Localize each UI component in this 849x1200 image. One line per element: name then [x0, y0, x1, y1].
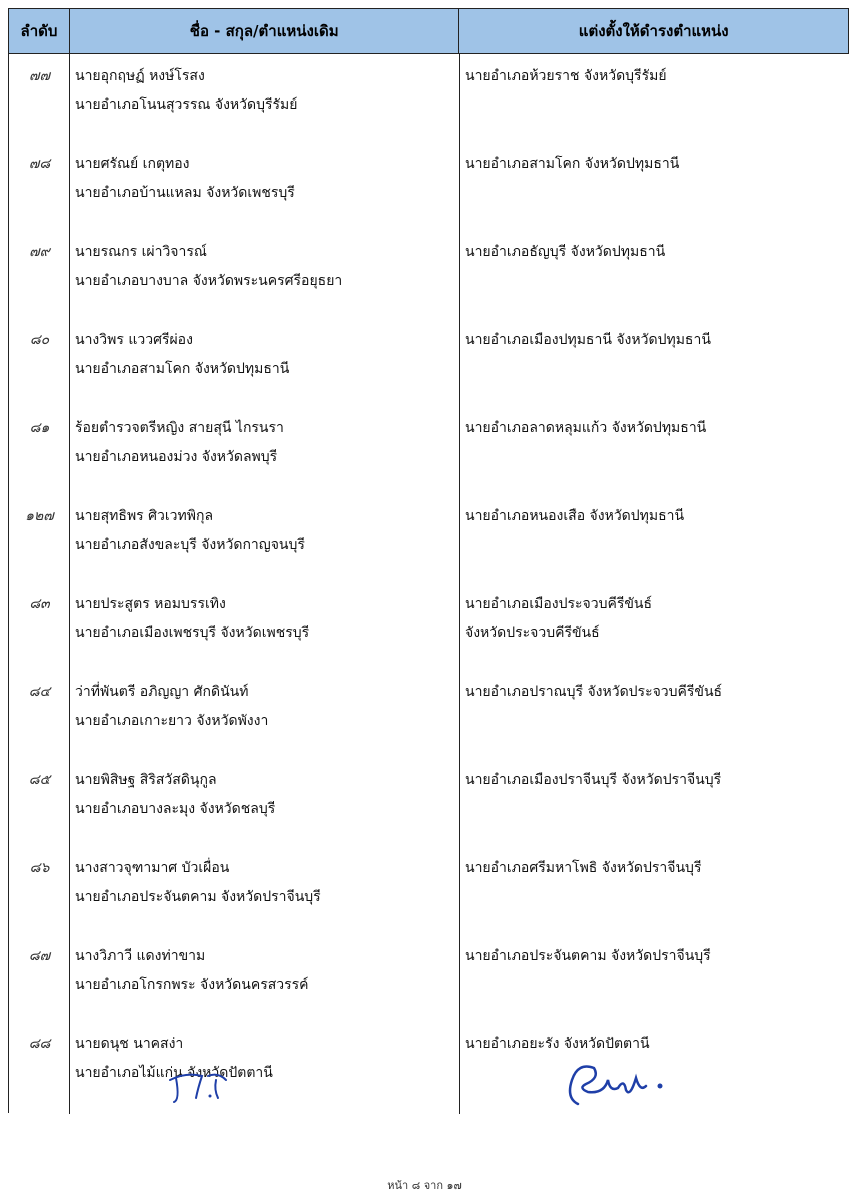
- table-row: [9, 582, 849, 670]
- table-row: [9, 406, 849, 494]
- old-position: นายอำเภอเกาะยาว จังหวัดพังงา: [75, 713, 269, 729]
- new-position: นายอำเภอเมืองประจวบคีรีขันธ์: [465, 596, 653, 612]
- person-name: นางวิภาวี แดงท่าขาม: [75, 948, 206, 964]
- row-number: ๑๒๗: [25, 508, 54, 524]
- person-name: นายศรัณย์ เกตุทอง: [75, 156, 190, 172]
- name-cell: [75, 502, 455, 560]
- person-name: นายรณกร เผ่าวิจารณ์: [75, 244, 207, 260]
- name-cell: [75, 766, 455, 824]
- row-number: ๘๑: [29, 420, 50, 436]
- row-number: ๗๙: [29, 244, 50, 260]
- new-position: นายอำเภอลาดหลุมแก้ว จังหวัดปทุมธานี: [465, 420, 707, 436]
- person-name: นายสุทธิพร ศิวเวทพิกุล: [75, 508, 214, 524]
- person-name: นายดนุช นาคสง่า: [75, 1036, 184, 1052]
- person-name: นางวิพร แววศรีผ่อง: [75, 332, 193, 348]
- header-name: ชื่อ - สกุล/ตำแหน่งเดิม: [70, 9, 460, 53]
- new-position-line-2: จังหวัดประจวบคีรีขันธ์: [465, 625, 600, 641]
- person-name: นายประสูตร หอมบรรเทิง: [75, 596, 226, 612]
- name-cell: [75, 854, 455, 912]
- new-position-cell: [465, 62, 845, 91]
- new-position-cell: [465, 326, 845, 355]
- table-row: [9, 758, 849, 846]
- name-cell: [75, 326, 455, 384]
- new-position-cell: [465, 150, 845, 179]
- person-name: ร้อยตำรวจตรีหญิง สายสุนี ไกรนรา: [75, 420, 284, 436]
- appointment-table: [8, 8, 849, 1113]
- row-number: ๗๗: [28, 68, 51, 84]
- header-new-position: แต่งตั้งให้ดำรงตำแหน่ง: [459, 9, 849, 53]
- table-body: [9, 54, 849, 1114]
- new-position-cell: [465, 766, 845, 795]
- table-header: [9, 9, 849, 54]
- old-position: นายอำเภอโกรกพระ จังหวัดนครสวรรค์: [75, 977, 309, 993]
- new-position-cell: [465, 854, 845, 883]
- header-order: ลำดับ: [9, 9, 70, 53]
- new-position: นายอำเภอหนองเสือ จังหวัดปทุมธานี: [465, 508, 685, 524]
- page-number: หน้า ๘ จาก ๑๗: [387, 1179, 462, 1192]
- name-cell: [75, 150, 455, 208]
- old-position: นายอำเภอเมืองเพชรบุรี จังหวัดเพชรบุรี: [75, 625, 310, 641]
- row-number: ๘๐: [29, 332, 50, 348]
- table-row: [9, 230, 849, 318]
- table-row: [9, 1022, 849, 1110]
- new-position: นายอำเภอยะรัง จังหวัดปัตตานี: [465, 1036, 650, 1052]
- person-name: นางสาวจุฑามาศ บัวเผื่อน: [75, 860, 230, 876]
- table-row: [9, 670, 849, 758]
- new-position: นายอำเภอสามโคก จังหวัดปทุมธานี: [465, 156, 680, 172]
- new-position-cell: [465, 502, 845, 531]
- table-row: [9, 318, 849, 406]
- row-number: ๘๖: [29, 860, 50, 876]
- row-number: ๗๘: [28, 156, 51, 172]
- old-position: นายอำเภอหนองม่วง จังหวัดลพบุรี: [75, 449, 278, 465]
- new-position-cell: [465, 942, 845, 971]
- name-cell: [75, 942, 455, 1000]
- new-position: นายอำเภอศรีมหาโพธิ จังหวัดปราจีนบุรี: [465, 860, 702, 876]
- name-cell: [75, 590, 455, 648]
- old-position: นายอำเภอบางละมุง จังหวัดชลบุรี: [75, 801, 276, 817]
- old-position: นายอำเภอสามโคก จังหวัดปทุมธานี: [75, 361, 290, 377]
- name-cell: [75, 1030, 455, 1088]
- row-number: ๘๔: [28, 684, 51, 700]
- new-position: นายอำเภอปราณบุรี จังหวัดประจวบคีรีขันธ์: [465, 684, 723, 700]
- row-number: ๘๘: [28, 1036, 51, 1052]
- old-position: นายอำเภอบ้านแหลม จังหวัดเพชรบุรี: [75, 185, 295, 201]
- new-position: นายอำเภอห้วยราช จังหวัดบุรีรัมย์: [465, 68, 667, 84]
- table-row: [9, 54, 849, 142]
- old-position: นายอำเภอไม้แก่น จังหวัดปัตตานี: [75, 1065, 273, 1081]
- old-position: นายอำเภอสังขละบุรี จังหวัดกาญจนบุรี: [75, 537, 305, 553]
- new-position-cell: [465, 678, 845, 707]
- new-position: นายอำเภอเมืองปทุมธานี จังหวัดปทุมธานี: [465, 332, 711, 348]
- table-row: [9, 494, 849, 582]
- new-position: นายอำเภอธัญบุรี จังหวัดปทุมธานี: [465, 244, 666, 260]
- initials-signature: [166, 1062, 236, 1106]
- person-name: นายพิสิษฐ สิริสวัสดินุกูล: [75, 772, 217, 788]
- person-name: นายอุกฤษฏ์ หงษ์โรสง: [75, 68, 205, 84]
- new-position-cell: [465, 414, 845, 443]
- new-position-cell: [465, 238, 845, 267]
- new-position: นายอำเภอประจันตคาม จังหวัดปราจีนบุรี: [465, 948, 711, 964]
- name-cell: [75, 678, 455, 736]
- table-row: [9, 934, 849, 1022]
- table-row: [9, 846, 849, 934]
- old-position: นายอำเภอบางบาล จังหวัดพระนครศรีอยุธยา: [75, 273, 343, 289]
- new-position: นายอำเภอเมืองปราจีนบุรี จังหวัดปราจีนบุรี: [465, 772, 722, 788]
- row-number: ๘๗: [28, 948, 51, 964]
- handwritten-signature: [560, 1048, 680, 1112]
- old-position: นายอำเภอโนนสุวรรณ จังหวัดบุรีรัมย์: [75, 97, 298, 113]
- name-cell: [75, 414, 455, 472]
- person-name: ว่าที่พันตรี อภิญญา ศักดินันท์: [75, 684, 249, 700]
- name-cell: [75, 62, 455, 120]
- row-number: ๘๓: [29, 596, 50, 612]
- row-number: ๘๕: [28, 772, 51, 788]
- name-cell: [75, 238, 455, 296]
- old-position: นายอำเภอประจันตคาม จังหวัดปราจีนบุรี: [75, 889, 321, 905]
- new-position-cell: [465, 590, 845, 648]
- table-row: [9, 142, 849, 230]
